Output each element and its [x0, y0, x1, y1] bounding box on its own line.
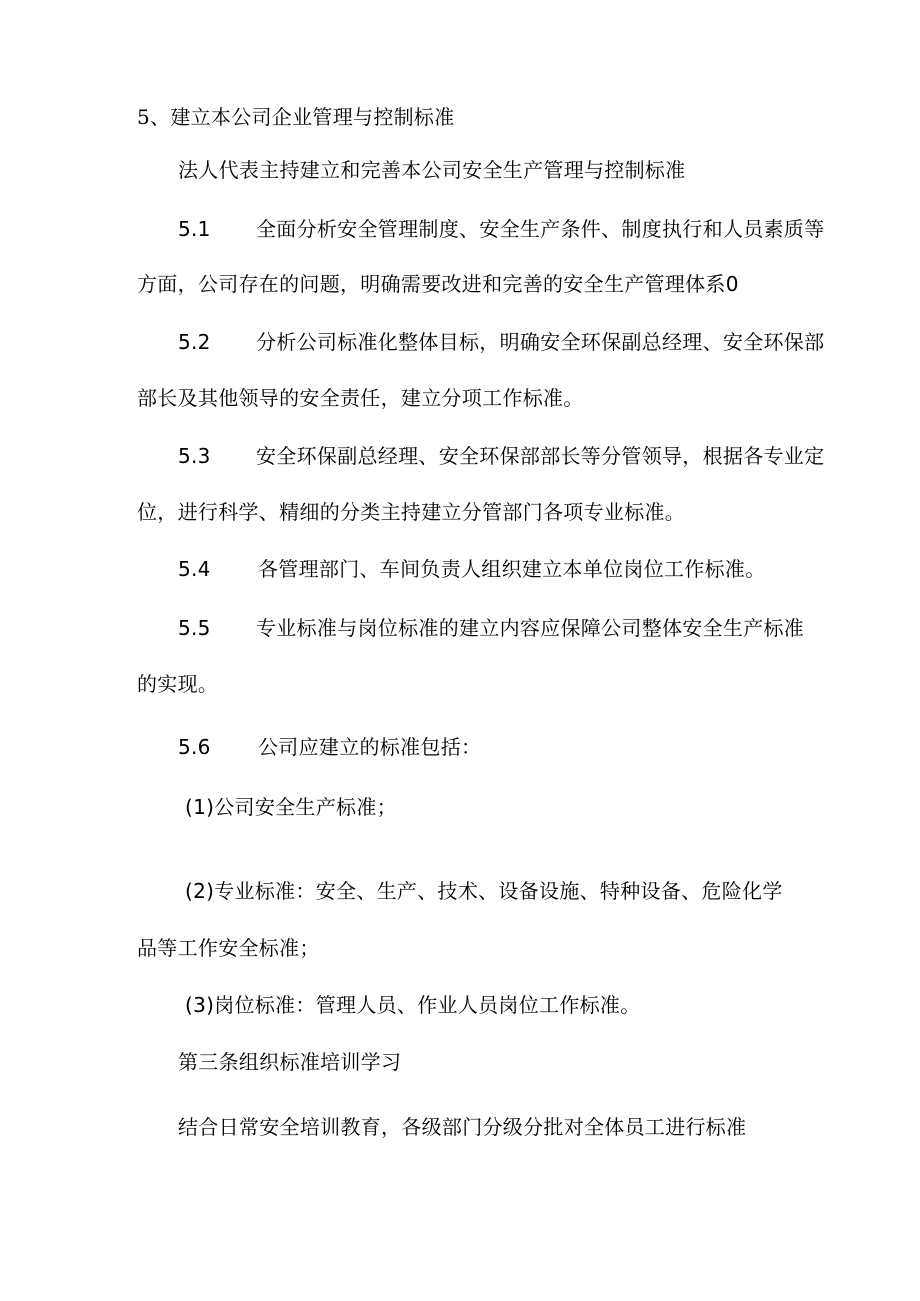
sub-item-3: (3)岗位标准：管理人员、作业人员岗位工作标准。: [185, 993, 641, 1017]
sub-item-2-line2: 品等工作安全标准；: [137, 936, 320, 960]
item-text: 安全环保副总经理、安全环保部部长等分管领导，根据各专业定: [256, 444, 825, 468]
item-number: 5.2: [178, 330, 211, 354]
article-3-title: 第三条组织标准培训学习: [178, 1050, 402, 1074]
item-5-1-line2: 方面，公司存在的问题，明确需要改进和完善的安全生产管理体系0: [137, 272, 739, 296]
item-5-4-line1: [178, 555, 766, 583]
section-heading: 5、建立本公司企业管理与控制标准: [137, 105, 455, 129]
item-number: 5.4: [178, 557, 211, 581]
item-5-3-line1: [178, 442, 824, 470]
item-text: 专业标准与岗位标准的建立内容应保障公司整体安全生产标准: [256, 616, 805, 640]
item-number: 5.5: [178, 616, 211, 640]
item-5-6-line1: [178, 733, 481, 761]
item-5-2-line2: 部长及其他领导的安全责任，建立分项工作标准。: [137, 386, 584, 410]
item-5-3-line2: 位，进行科学、精细的分类主持建立分管部门各项专业标准。: [137, 500, 686, 524]
item-text: 全面分析安全管理制度、安全生产条件、制度执行和人员素质等: [256, 217, 825, 241]
sub-item-2-line1: (2)专业标准：安全、生产、技术、设备设施、特种设备、危险化学: [185, 879, 783, 903]
item-text: 分析公司标准化整体目标，明确安全环保副总经理、安全环保部: [256, 330, 825, 354]
item-number: 5.6: [178, 735, 211, 759]
item-5-5-line1: [178, 614, 804, 642]
item-5-5-line2: 的实现。: [137, 672, 219, 696]
item-number: 5.1: [178, 217, 211, 241]
item-5-2-line1: [178, 328, 824, 356]
item-text: 公司应建立的标准包括：: [258, 735, 482, 759]
article-3-text: 结合日常安全培训教育，各级部门分级分批对全体员工进行标准: [178, 1115, 747, 1139]
item-text: 各管理部门、车间负责人组织建立本单位岗位工作标准。: [258, 557, 766, 581]
item-number: 5.3: [178, 444, 211, 468]
item-5-1-line1: [178, 215, 824, 243]
intro-paragraph: 法人代表主持建立和完善本公司安全生产管理与控制标准: [178, 158, 686, 182]
sub-item-1: (1)公司安全生产标准；: [185, 795, 397, 819]
